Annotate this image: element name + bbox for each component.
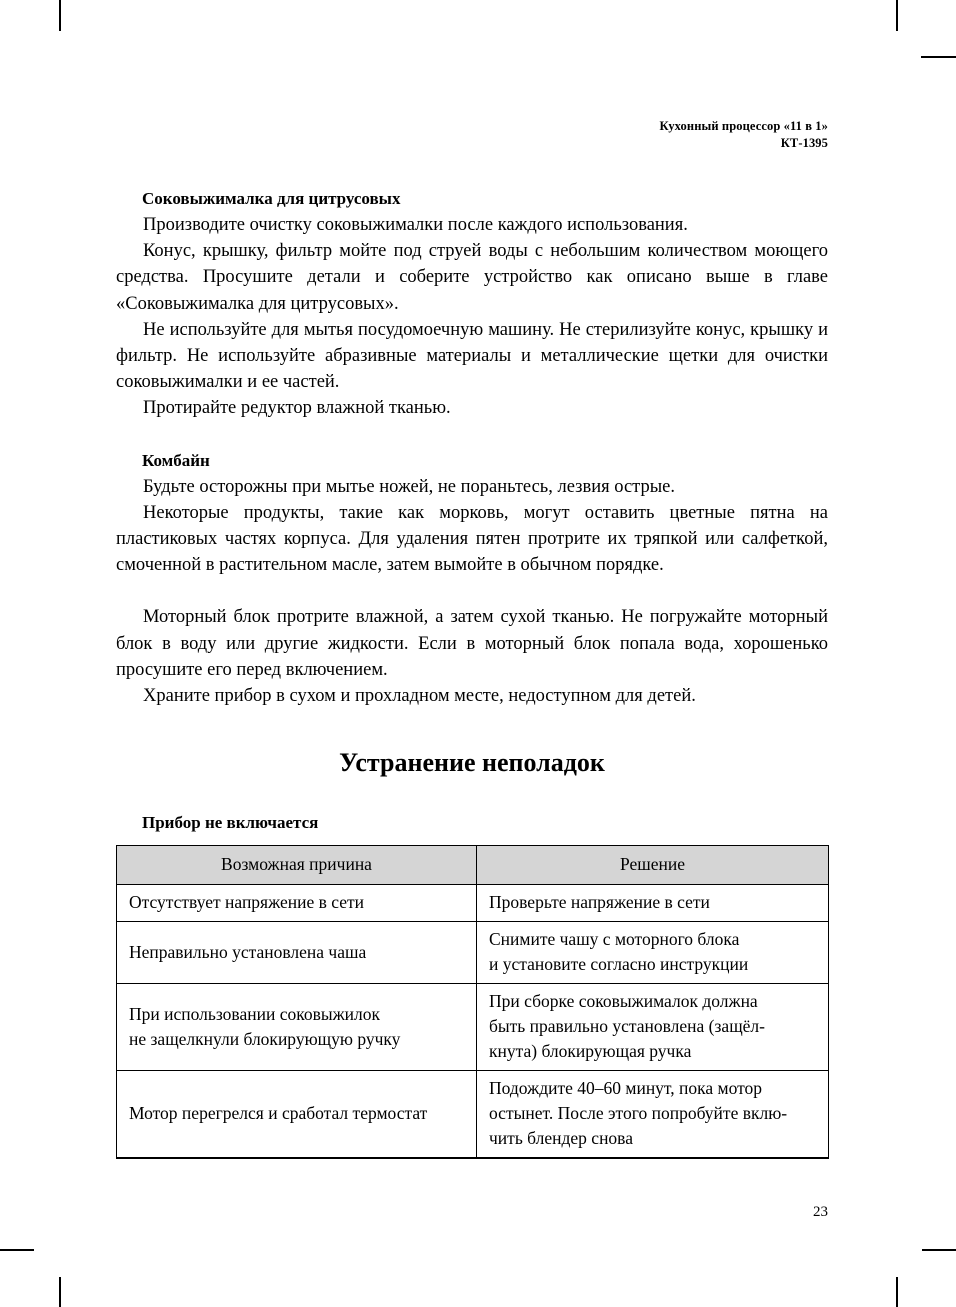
cell-lines <box>129 1002 466 1052</box>
cell-line: Отсутствует напряжение в сети <box>129 892 365 912</box>
cell-line: чить блендер снова <box>489 1128 633 1148</box>
cell-lines <box>129 1101 466 1126</box>
paragraph: Моторный блок протрите влажной, а затем сухой тканью. Не погружайте моторный блок в воду или другие жидкости. Если в моторный блок попала вода, хорошенько просушите его перед включением. <box>116 607 828 680</box>
cell-solution <box>477 1071 829 1159</box>
cell-cause <box>117 922 477 984</box>
paragraph: Производите очистку соковыжималки после каждого использования. <box>143 215 688 235</box>
cell-lines <box>129 890 466 915</box>
cell-solution <box>477 984 829 1071</box>
crop-mark-bottom-right-vertical <box>896 1277 898 1307</box>
crop-mark-top-right-horizontal <box>921 56 956 58</box>
page-number: 23 <box>813 1204 828 1220</box>
crop-mark-bottom-left-vertical <box>59 1277 61 1307</box>
section-spacer <box>116 422 828 448</box>
cell-cause <box>117 984 477 1071</box>
cell-cause <box>117 1071 477 1159</box>
cell-line: Мотор перегрелся и сработал термостат <box>129 1103 428 1123</box>
cell-line: и установите согласно инструкции <box>489 954 749 974</box>
cell-lines <box>489 989 818 1064</box>
section-citrus-juicer <box>116 186 828 422</box>
paragraph: Не используйте для мытья посудомоечную машину. Не стерилизуйте конус, крышку и фильтр. Не используйте абразивные материалы и металлические щетки для очистки соковыжималки и ее частей. <box>116 319 828 393</box>
cell-lines <box>489 1076 818 1151</box>
crop-mark-bottom-right-horizontal <box>922 1249 956 1251</box>
table-header-row <box>117 846 829 885</box>
crop-mark-top-right-vertical <box>896 0 898 31</box>
cell-line: При сборке соковыжималок должна <box>489 991 758 1011</box>
crop-mark-bottom-left-horizontal <box>0 1249 34 1251</box>
cell-cause <box>117 885 477 922</box>
cell-line: При использовании соковыжилок <box>129 1003 381 1024</box>
cell-line: кнута) блокирующая ручка <box>489 1041 692 1061</box>
cell-line: Проверьте напряжение в сети <box>489 892 710 912</box>
section-spacer <box>116 578 828 604</box>
running-head <box>400 118 828 152</box>
column-header-cause: Возможная причина <box>117 846 477 885</box>
cell-lines <box>489 927 818 977</box>
paragraph: Храните прибор в сухом и прохладном месте, недоступном для детей. <box>143 686 696 707</box>
cell-line: Неправильно установлена чаша <box>129 941 367 962</box>
section-heading: Соковыжималка для цитрусовых <box>142 189 401 208</box>
table-row <box>117 1071 829 1159</box>
cell-solution <box>477 922 829 984</box>
running-head-model: КТ-1395 <box>780 136 828 150</box>
table-row <box>117 922 829 984</box>
cell-lines <box>129 940 466 965</box>
cell-line: Снимите чашу с моторного блока <box>489 929 740 949</box>
body-content <box>116 186 828 709</box>
section-food-processor <box>116 448 828 579</box>
cell-line: не защелкнули блокирующую ручку <box>129 1028 401 1049</box>
section-motor-unit <box>116 604 828 709</box>
cell-line: остынет. После этого попробуйте вклю- <box>489 1103 788 1123</box>
crop-mark-top-left <box>59 0 61 31</box>
paragraph: Некоторые продукты, такие как морковь, могут оставить цветные пятна на пластиковых частях корпуса. Для удаления пятен протрите их тряпкой или салфеткой, смоченной в растительном масле, затем вымойте в обычном порядке. <box>116 502 828 576</box>
cell-lines <box>489 890 818 915</box>
cell-line: быть правильно установлена (защёл- <box>489 1016 765 1036</box>
section-heading: Комбайн <box>142 450 210 470</box>
table-row <box>117 984 829 1071</box>
paragraph: Будьте осторожны при мытье ножей, не пораньтесь, лезвия острые. <box>143 476 675 497</box>
running-head-product: Кухонный процессор «11 в 1» <box>659 119 828 133</box>
table-caption: Прибор не включается <box>142 813 319 832</box>
cell-line: Подождите 40–60 минут, пока мотор <box>489 1078 763 1098</box>
paragraph: Протирайте редуктор влажной тканью. <box>143 398 451 419</box>
cell-solution <box>477 885 829 922</box>
paragraph: Конус, крышку, фильтр мойте под струей воды с небольшим количеством моющего средства. Просушите детали и соберите устройство как описано выше в главе «Соковыжималка для цитрусовых». <box>116 241 828 314</box>
page-title: Устранение неполадок <box>339 748 605 777</box>
column-header-solution: Решение <box>477 846 829 885</box>
troubleshooting-table <box>116 845 829 1159</box>
table-row <box>117 885 829 922</box>
